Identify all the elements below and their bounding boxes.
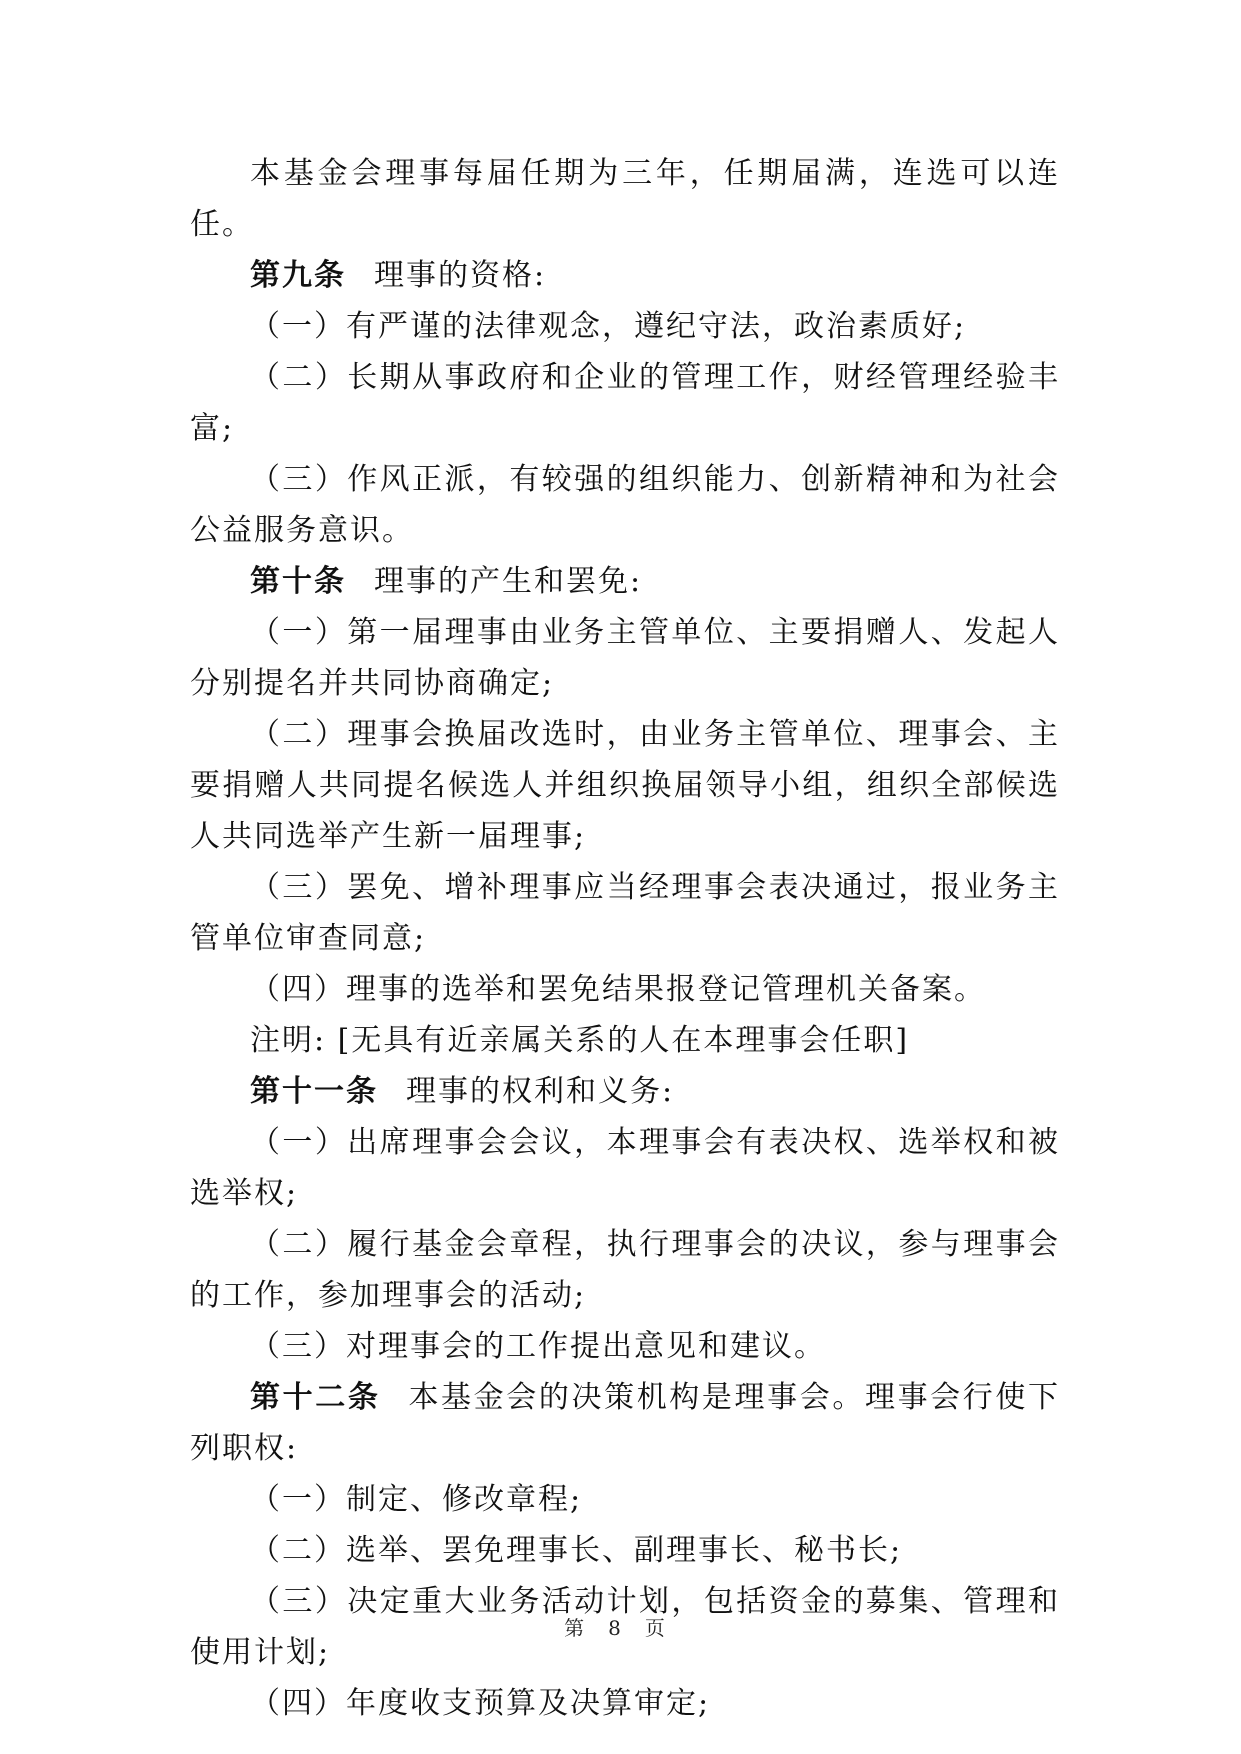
page-number: 8 <box>608 1616 633 1640</box>
article-paragraph <box>190 1372 1060 1474</box>
body-paragraph: （四）理事的选举和罢免结果报登记管理机关备案。 <box>250 972 986 1007</box>
article-label: 第十二条 <box>250 1380 381 1415</box>
body-paragraph: （一）制定、修改章程; <box>250 1482 583 1517</box>
body-paragraph: （一）第一届理事由业务主管单位、主要捐赠人、发起人分别提名并共同协商确定; <box>190 615 1060 701</box>
footer-prefix: 第 <box>564 1616 597 1640</box>
body-paragraph: 本基金会理事每届任期为三年，任期届满，连选可以连任。 <box>190 156 1060 242</box>
body-paragraph: （一）出席理事会会议，本理事会有表决权、选举权和被选举权; <box>190 1125 1060 1211</box>
article-paragraph <box>190 556 1060 607</box>
article-paragraph <box>190 250 1060 301</box>
body-paragraph: （四）年度收支预算及决算审定; <box>250 1686 711 1721</box>
body-paragraph: （一）有严谨的法律观念，遵纪守法，政治素质好; <box>250 309 967 344</box>
body-paragraph: （二）履行基金会章程，执行理事会的决议，参与理事会的工作，参加理事会的活动; <box>190 1227 1060 1313</box>
article-paragraph <box>190 1066 1060 1117</box>
body-paragraph: 注明: [无具有近亲属关系的人在本理事会任职] <box>250 1023 910 1058</box>
body-paragraph: （三）罢免、增补理事应当经理事会表决通过，报业务主管单位审查同意; <box>190 870 1060 956</box>
document-body <box>190 148 1060 1729</box>
body-paragraph: （三）决定重大业务活动计划，包括资金的募集、管理和使用计划; <box>190 1584 1060 1670</box>
article-text: 本基金会的决策机构是理事会。理事会行使下列职权: <box>190 1380 1061 1466</box>
body-paragraph: （二）长期从事政府和企业的管理工作，财经管理经验丰富; <box>190 360 1060 446</box>
body-paragraph: （三）对理事会的工作提出意见和建议。 <box>250 1329 826 1364</box>
article-text: 理事的产生和罢免: <box>374 564 643 599</box>
body-paragraph: （二）选举、罢免理事长、副理事长、秘书长; <box>250 1533 903 1568</box>
article-label: 第十一条 <box>250 1074 378 1109</box>
footer-suffix: 页 <box>644 1616 677 1640</box>
article-label: 第十条 <box>250 564 346 599</box>
page-footer <box>0 1612 1241 1641</box>
article-label: 第九条 <box>250 258 346 293</box>
body-paragraph: （二）理事会换届改选时，由业务主管单位、理事会、主要捐赠人共同提名候选人并组织换届领导小组，组织全部候选人共同选举产生新一届理事; <box>190 717 1060 854</box>
article-text: 理事的资格: <box>374 258 547 293</box>
body-paragraph: （三）作风正派，有较强的组织能力、创新精神和为社会公益服务意识。 <box>190 462 1060 548</box>
article-text: 理事的权利和义务: <box>406 1074 675 1109</box>
